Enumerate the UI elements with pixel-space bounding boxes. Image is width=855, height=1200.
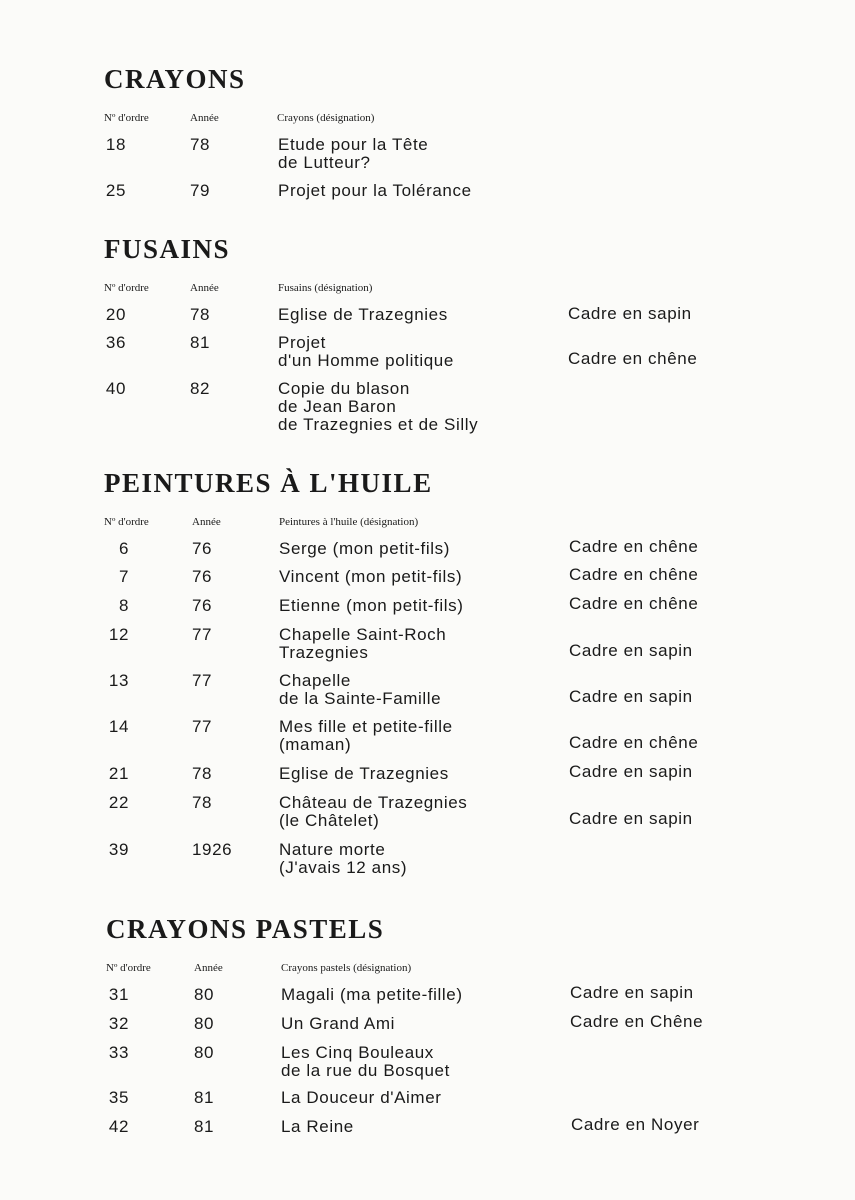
designation-line: Projet [278,333,327,352]
designation-line: Projet pour la Tolérance [278,181,472,200]
designation-line: de Lutteur? [278,153,371,172]
ordre-number: 18 [105,135,126,154]
ordre-number: 14 [108,717,129,736]
designation-line: (J'avais 12 ans) [279,858,408,877]
ordre-number: 21 [108,764,129,783]
designation-line: Eglise de Trazegnies [279,764,449,783]
ordre-number: 25 [105,181,126,200]
ordre-number: 22 [108,793,129,812]
annee-value: 77 [192,671,213,690]
ordre-number: 36 [105,333,126,352]
designation-text [279,540,450,558]
annee-value: 81 [194,1117,215,1136]
column-header-annee: Année [190,282,219,294]
designation-text [279,597,463,615]
designation-text [278,306,448,324]
annee-value: 80 [194,1043,215,1062]
cadre-text: Cadre en chêne [568,349,698,368]
ordre-number: 6 [118,539,129,558]
cadre-text: Cadre en chêne [569,594,699,613]
annee-value: 80 [194,1014,215,1033]
designation-text [279,568,462,586]
designation-line: (maman) [279,735,352,754]
designation-line: Etude pour la Tête [278,135,429,154]
ordre-number: 7 [118,567,129,586]
annee-value: 78 [192,793,213,812]
designation-line: de Jean Baron [278,397,397,416]
designation-line: Copie du blason [278,379,410,398]
ordre-number: 20 [105,305,126,324]
designation-text [278,136,428,172]
column-header-designation: Crayons pastels (désignation) [281,962,412,974]
designation-text [281,1015,395,1033]
designation-text [278,182,472,200]
designation-line: d'un Homme politique [278,351,454,370]
annee-value: 77 [192,625,213,644]
ordre-number: 35 [108,1088,129,1107]
column-header-ordre: Nº d'ordre [104,112,149,124]
column-header-designation: Crayons (désignation) [277,112,375,124]
cadre-text: Cadre en sapin [569,687,693,706]
designation-line: Mes fille et petite-fille [279,717,453,736]
cadre-text: Cadre en sapin [569,641,693,660]
designation-text [279,626,446,662]
designation-text [278,380,478,434]
designation-text [279,765,449,783]
ordre-number: 12 [108,625,129,644]
designation-line: Les Cinq Bouleaux [281,1043,434,1062]
designation-line: Eglise de Trazegnies [278,305,448,324]
cadre-text: Cadre en chêne [569,733,699,752]
annee-value: 76 [192,596,213,615]
designation-line: Magali (ma petite-fille) [281,985,463,1004]
ordre-number: 33 [108,1043,129,1062]
annee-value: 78 [190,135,211,154]
designation-text [279,841,407,877]
column-header-annee: Année [192,516,221,528]
cadre-text: Cadre en Chêne [570,1012,704,1031]
column-header-designation: Peintures à l'huile (désignation) [279,516,419,528]
annee-value: 80 [194,985,215,1004]
section-heading: CRAYONS [104,64,246,94]
designation-text [281,1089,442,1107]
annee-value: 78 [190,305,211,324]
designation-text [278,334,454,370]
ordre-number: 42 [108,1117,129,1136]
section-heading: CRAYONS PASTELS [106,914,385,944]
designation-text [281,1044,450,1080]
annee-value: 77 [192,717,213,736]
designation-line: Etienne (mon petit-fils) [279,596,464,615]
designation-line: de la rue du Bosquet [281,1061,450,1080]
annee-value: 76 [192,539,213,558]
annee-value: 81 [190,333,211,352]
designation-line: Vincent (mon petit-fils) [279,567,463,586]
section-heading: PEINTURES À L'HUILE [104,468,433,498]
ordre-number: 13 [108,671,129,690]
designation-line: (le Châtelet) [279,811,380,830]
designation-line: Chapelle Saint-Roch [279,625,447,644]
cadre-text: Cadre en sapin [569,762,693,781]
cadre-text: Cadre en sapin [570,983,694,1002]
column-header-annee: Année [190,112,219,124]
cadre-text: Cadre en sapin [568,304,692,323]
column-header-designation: Fusains (désignation) [278,282,373,294]
designation-line: de Trazegnies et de Silly [278,415,479,434]
designation-line: Trazegnies [279,643,369,662]
annee-value: 76 [192,567,213,586]
cadre-text: Cadre en chêne [569,565,699,584]
annee-value: 78 [192,764,213,783]
ordre-number: 31 [108,985,129,1004]
ordre-number: 8 [118,596,129,615]
cadre-text: Cadre en Noyer [571,1115,700,1134]
cadre-text: Cadre en sapin [569,809,693,828]
annee-value: 79 [190,181,211,200]
ordre-number: 40 [105,379,126,398]
annee-value: 81 [194,1088,215,1107]
designation-text [279,794,467,830]
column-header-ordre: Nº d'ordre [104,282,149,294]
column-header-ordre: Nº d'ordre [106,962,151,974]
designation-line: Chapelle [279,671,351,690]
cadre-text: Cadre en chêne [569,537,699,556]
column-header-ordre: Nº d'ordre [104,516,149,528]
column-header-annee: Année [194,962,223,974]
designation-line: de la Sainte-Famille [279,689,442,708]
ordre-number: 32 [108,1014,129,1033]
designation-line: La Reine [281,1117,354,1136]
designation-line: Nature morte [279,840,386,859]
annee-value: 82 [190,379,211,398]
designation-line: Un Grand Ami [281,1014,395,1033]
section-heading: FUSAINS [104,234,231,264]
annee-value: 1926 [192,840,233,859]
ordre-number: 39 [108,840,129,859]
designation-line: La Douceur d'Aimer [281,1088,442,1107]
designation-text [281,986,463,1004]
designation-line: Château de Trazegnies [279,793,468,812]
designation-text [279,718,453,754]
designation-text [279,672,441,708]
designation-text [281,1118,354,1136]
designation-line: Serge (mon petit-fils) [279,539,450,558]
